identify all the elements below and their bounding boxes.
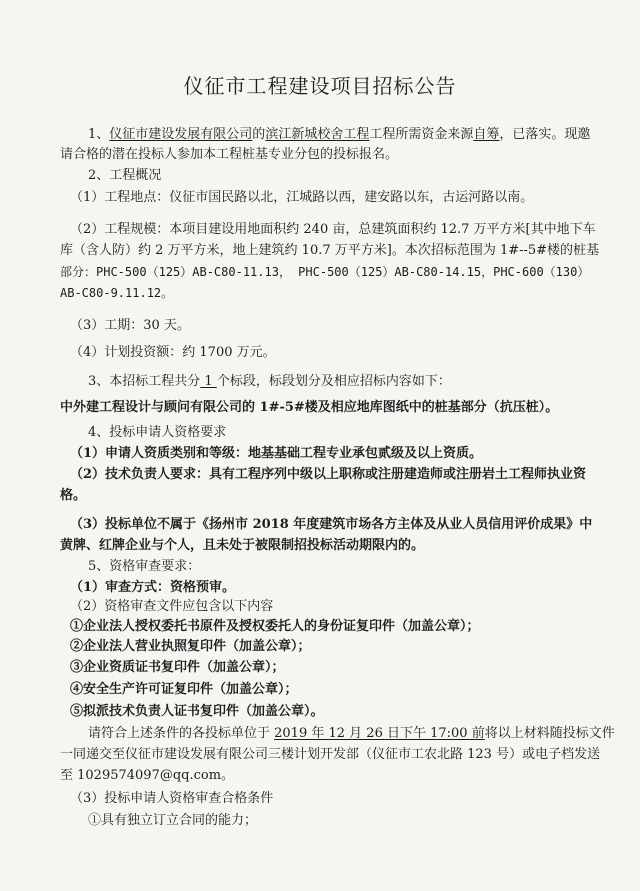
section3-line1	[88, 373, 451, 391]
section3-text: 3、本招标工程共分	[88, 374, 201, 389]
credit-requirement-line2: 黄牌、红牌企业与个人，且未处于被限制招投标活动期限内的。	[60, 538, 425, 553]
submission-text: 请符合上述条件的各投标单位于	[88, 726, 275, 741]
document-title: 仪征市工程建设项目招标公告	[183, 74, 457, 98]
technical-lead-line2: 格。	[60, 488, 87, 503]
project-location: （1）工程地点：仪征市国民路以北，江城路以西，建安路以东，古运河路以南。	[70, 190, 534, 205]
section1-text: 的	[252, 127, 266, 142]
project-name: 滨江新城校舍工程	[265, 127, 370, 142]
document-item-4: ④安全生产许可证复印件（加盖公章）；	[70, 682, 298, 697]
qualification-grade: （1）申请人资质类别和等级：地基基础工程专业承包贰级及以上资质。	[70, 446, 483, 461]
pass-conditions-heading: （3）投标申请人资格审查合格条件	[70, 791, 274, 806]
section1-prefix: 1、	[88, 127, 110, 142]
technical-lead-line1: （2）技术负责人要求：具有工程序列中级以上职称或注册建造师或注册岩土工程师执业资	[70, 467, 587, 482]
document-item-3: ③企业资质证书复印件（加盖公章）；	[70, 660, 285, 675]
section5-heading: 5、资格审查要求：	[88, 559, 201, 574]
project-scale-line2: 库（含人防）约 2 万平方米，地上建筑约 10.7 万平方米]。本次招标范围为 1#--5#楼的桩基	[60, 243, 600, 258]
submission-line1	[88, 725, 615, 743]
submission-line2: 一同递交至仪征市建设发展有限公司三楼计划开发部（仪征市工农北路 123 号）或电子档发送	[60, 747, 601, 762]
document-item-2: ②企业法人营业执照复印件（加盖公章）；	[70, 639, 311, 654]
project-scale-line4: AB-C80-9.11.12。	[60, 286, 174, 300]
lot-count: 1	[200, 374, 217, 389]
review-documents: （2）资格审查文件应包含以下内容	[70, 599, 274, 614]
document-item-1: ①企业法人授权委托书原件及授权委托人的身份证复印件（加盖公章）；	[70, 619, 480, 634]
funding-source: 自筹	[473, 127, 500, 142]
planned-investment: （4）计划投资额：约 1700 万元。	[70, 345, 276, 360]
review-method: （1）审查方式：资格预审。	[70, 580, 236, 595]
section1-text: 工程所需资金来源	[369, 127, 474, 142]
project-scale-line3: 部分：PHC-500（125）AB-C80-11.13， PHC-500（125）AB-C80-14.15，PHC-600（130）	[60, 265, 590, 279]
document-item-5: ⑤拟派技术负责人证书复印件（加盖公章）。	[70, 704, 324, 719]
section4-heading: 4、投标申请人资格要求	[88, 425, 227, 440]
submission-text: 将以上材料随投标文件	[484, 726, 615, 741]
submission-deadline: 2019 年 12 月 26 日下午 17:00 前	[274, 726, 485, 741]
pass-condition-1: ①具有独立订立合同的能力；	[88, 813, 258, 828]
tendering-unit: 仪征市建设发展有限公司	[109, 127, 253, 142]
section3-text: 个标段，标段划分及相应招标内容如下：	[216, 374, 451, 389]
credit-requirement-line1: （3）投标单位不属于《扬州市 2018 年度建筑市场各方主体及从业人员信用评价成果》中	[70, 517, 593, 532]
section2-heading: 2、工程概况	[88, 168, 162, 183]
construction-period: （3）工期：30 天。	[70, 318, 190, 333]
section1-line1	[88, 126, 590, 144]
section1-text: ，已落实。现邀	[499, 127, 591, 142]
project-scale-line1: （2）工程规模：本项目建设用地面积约 240 亩，总建筑面积约 12.7 万平方米[其中地下车	[70, 222, 596, 237]
section1-line2: 请合格的潜在投标人参加本工程桩基专业分包的投标报名。	[60, 147, 399, 162]
submission-line3: 至 1029574097@qq.com。	[60, 768, 235, 783]
tender-scope: 中外建工程设计与顾问有限公司的 1#-5#楼及相应地库图纸中的桩基部分（抗压桩）。	[60, 400, 559, 415]
